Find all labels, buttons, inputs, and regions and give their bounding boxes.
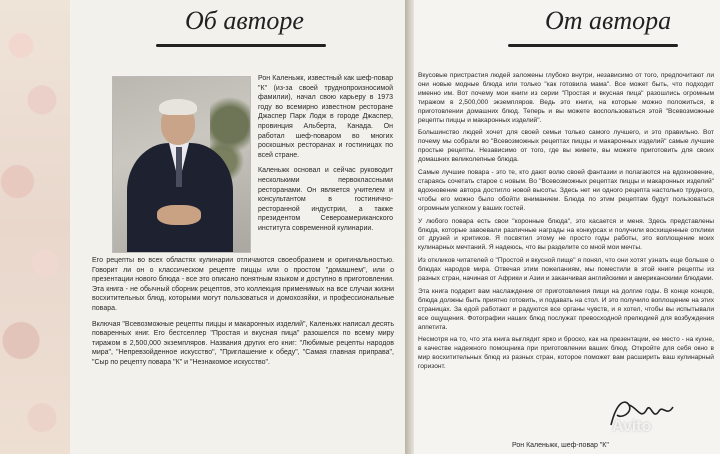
right-heading-underline bbox=[508, 44, 678, 47]
description-paragraph: Его рецепты во всех областях кулинарии отличаются своеобразием и оригинальностью. Говорит ли он о классическом рецепте пиццы или о простом "домашнем", или о презентации нового блюда - все это описано понятным языком и доступно в приготовлении. Эта книга - не обычный сборник рецептов, это коллекция применимых на все случаи жизни восхитительных блюд, которыми могут пользоваться и домохозяйки, и профессиональные повара. bbox=[92, 257, 394, 312]
foreword-paragraph: Вкусовые пристрастия людей заложены глубоко внутри, независимо от того, предпочитают ли они новые модные блюда или только "как готовила мама". Все может быть, что подходит именно им. Вот почему мои книги из серии "Простая и вкусная пица" разошлись огромным тиражом в 2,500,000 экземпляров. Ведь это книги, на которые можно положиться, в приготовлении домашних блюд. Теперь и вы можете воспользоваться этой "Всевозможные рецепты пиццы и макаронных изделий". bbox=[418, 72, 714, 124]
book-gutter bbox=[405, 0, 414, 454]
watermark-text: Avito bbox=[612, 418, 652, 435]
bio-paragraph: Рон Каленьжк, известный как шеф-повар "К" (из-за своей труднопроизносимой фамилии), начал свою карьеру в 1973 году во всемирно известном ресторане Джаспер Парк Лодж в городе Джаспер, провинция Альберта, Канада. Он работал шеф-поваром во многих роскошных ресторанах и гостиницах по всей стране. bbox=[258, 75, 393, 159]
foreword-paragraph: Эта книга подарит вам наслаждение от приготовления пищи на долгие годы. В конце концов, блюда должны быть приятно готовить, и подавать на стол. И это получило воплощение на этих страницах. За едой работают и радуются все органы чувств, и я хотел, чтобы вы испытывали все ощущения. Фотографии наших блюд послужат превосходной прелюдией для возбуждения аппетита. bbox=[418, 287, 714, 331]
signature-caption: Рон Каленьжк, шеф-повар "К" bbox=[512, 442, 609, 449]
foreword-paragraph: Несмотря на то, что эта книга выглядит ярко и броско, как на презентации, ее место - на кухне, в качестве надежного помощника при приготовлении ваших блюд. Откройте для себя окно в мир восхитительных блюд из разных стран, которое поможет вам расширить ваш кулинарный горизонт. bbox=[418, 336, 714, 371]
bio-paragraph: Каленьжк основал и сейчас руководит несколькими первоклассными ресторанами. Он является учителем и консультантом в гостинично-ресторанной индустрии, а также президентом Североамериканского института современной кулинарии. bbox=[258, 167, 393, 232]
foreword-paragraph: У любого повара есть свои "коронные блюда", это касается и меня. Здесь представлены блюда, которые завоевали различные награды на конкурсах и получили восхищенные отклики от друзей и критиков. Я посвятил этому не просто годы работы, это воплощение моих кулинарных мечтаний. Я надеюсь, что вы разделите со мной мои мечты. bbox=[418, 217, 714, 252]
author-photo bbox=[112, 76, 251, 253]
foreword-paragraph: Большинство людей хочет для своей семьи только самого лучшего, и это правильно. Вот почему мы собрали во "Всевозможных рецептах пиццы и макаронных изделий" самые лучшие простые рецепты. Независимо от того, где вы живете, вы можете приготовить для своих домашних великолепные блюда. bbox=[418, 129, 714, 164]
author-description-text bbox=[92, 256, 394, 372]
left-heading-underline bbox=[156, 44, 326, 47]
foreword-text bbox=[418, 72, 714, 376]
right-page-heading: От автора bbox=[545, 6, 672, 35]
author-bio-text bbox=[258, 74, 393, 238]
left-page-heading: Об авторе bbox=[185, 6, 304, 35]
foreword-paragraph: Из откликов читателей о "Простой и вкусной пище" я понял, что они хотят узнать еще больше о блюдах народов мира. Отвечая этим пожеланиям, мы поместили в этой книге рецепты из разных стран, начиная от Африки и Азии и заканчивая английскими и американскими блюдами. bbox=[418, 257, 714, 283]
foreword-paragraph: Самые лучшие повара - это те, кто дают волю своей фантазии и полагаются на вдохновение, стараясь сочетать старое с новым. Во "Всевозможных рецептах пиццы и макаронных изделий" вдохновение автора достигло новой высоты. Здесь нет ни одного рецепта настолько трудного, чтобы его можно было обойти вниманием. Блюда по этим рецептам будут пользоваться огромным успехом у ваших гостей. bbox=[418, 169, 714, 212]
description-paragraph: Включая "Всевозможные рецепты пиццы и макаронных изделий", Каленьжк написал десять поваренных книг. Его бестселлер "Простая и вкусная пица" разошелся по всему миру тиражом в 2,500,000 экземпляров. Названия других его книг: "Любимые рецепты народов мира", "Непревзойденное искусство", "Приглашение к обеду", "Самая главная приправа", "Сыр по рецепту повара "К" и "Незнакомое искусство". bbox=[92, 320, 394, 366]
decorative-pasta-strip bbox=[0, 0, 70, 454]
